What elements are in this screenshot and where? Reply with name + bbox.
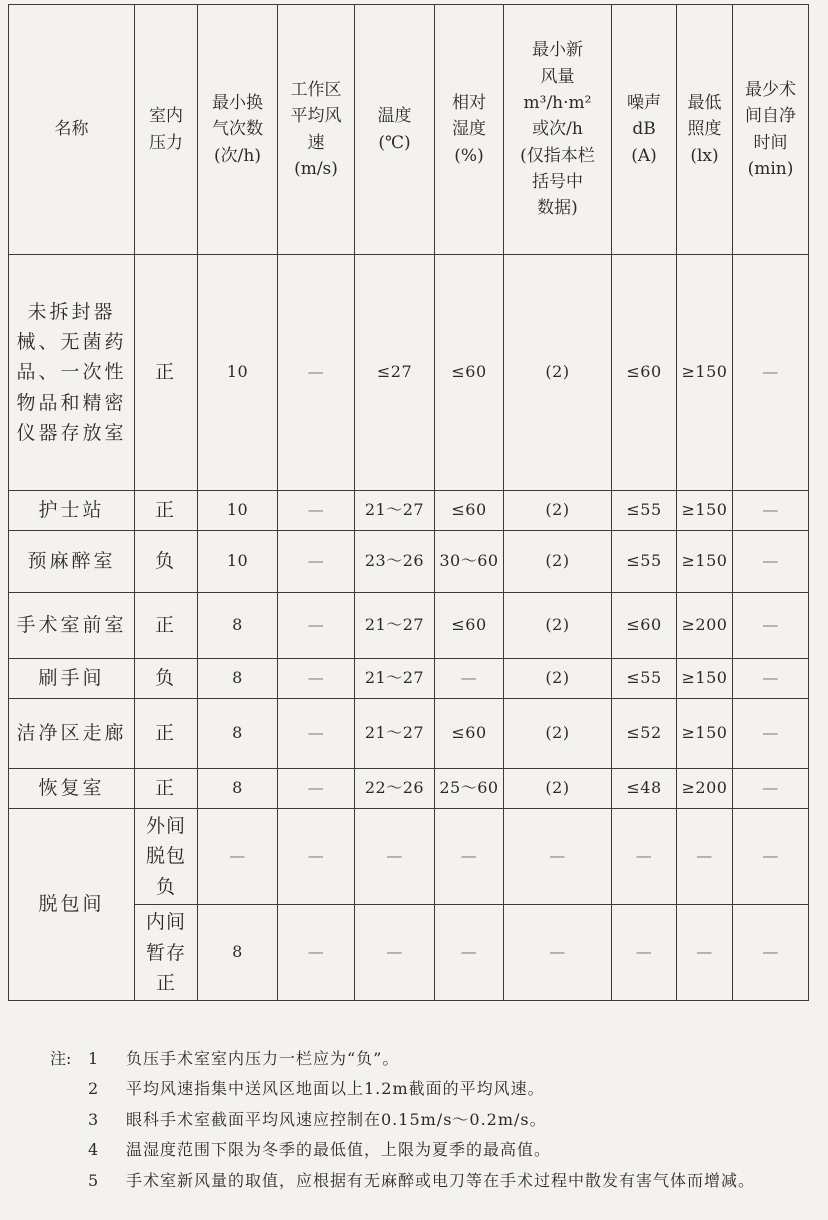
air-changes-cell: 8 xyxy=(198,905,278,1001)
note-number: 3 xyxy=(88,1109,99,1129)
note-item xyxy=(50,1044,820,1074)
noise-cell: ≤55 xyxy=(612,659,677,699)
air-changes-cell: 8 xyxy=(198,593,278,659)
column-header-line: (A) xyxy=(631,145,657,166)
note-label xyxy=(50,1166,88,1196)
pressure-cell: 正 xyxy=(135,491,198,531)
humidity-cell: — xyxy=(435,905,504,1001)
column-header-line: (m/s) xyxy=(294,158,338,179)
illuminance-cell: ≥150 xyxy=(677,531,733,593)
note-number: 4 xyxy=(88,1140,99,1160)
column-header-line: 最少术 xyxy=(745,79,796,100)
note-number: 2 xyxy=(88,1079,99,1099)
self-clean-cell: — xyxy=(733,593,809,659)
temperature-cell: 23～26 xyxy=(355,531,435,593)
self-clean-cell: — xyxy=(733,699,809,769)
table-row xyxy=(9,491,809,531)
self-clean-cell: — xyxy=(733,659,809,699)
humidity-cell: 30～60 xyxy=(435,531,504,593)
illuminance-cell: ≥150 xyxy=(677,699,733,769)
note-item xyxy=(50,1135,820,1165)
humidity-cell: ≤60 xyxy=(435,699,504,769)
pressure-cell: 外间脱包负 xyxy=(135,809,198,905)
column-header-temperature xyxy=(355,5,435,255)
column-header-line: 室内 xyxy=(149,106,183,127)
fresh-air-cell: (2) xyxy=(504,769,612,809)
room-name-cell: 护士站 xyxy=(9,491,135,531)
column-header-line: 最低 xyxy=(687,92,722,113)
column-header-line: (min) xyxy=(747,158,794,179)
pressure-cell: 负 xyxy=(135,531,198,593)
air-speed-cell: — xyxy=(278,593,355,659)
air-changes-cell: 10 xyxy=(198,491,278,531)
column-header-air-speed xyxy=(278,5,355,255)
note-text: 手术室新风量的取值，应根据有无麻醉或电刀等在手术过程中散发有害气体而增减。 xyxy=(126,1170,756,1190)
illuminance-cell: ≥200 xyxy=(677,769,733,809)
pressure-cell: 正 xyxy=(135,769,198,809)
column-header-line: m³/h·m² xyxy=(523,92,592,113)
column-header-line: (℃) xyxy=(378,132,411,153)
self-clean-cell: — xyxy=(733,769,809,809)
air-speed-cell: — xyxy=(278,491,355,531)
note-label xyxy=(50,1074,88,1104)
column-header-line: 或次/h xyxy=(532,119,583,140)
column-header-line: 照度 xyxy=(687,119,722,140)
column-header-line: 最小换 xyxy=(212,92,263,113)
illuminance-cell: — xyxy=(677,809,733,905)
note-item xyxy=(50,1166,820,1196)
pressure-cell: 正 xyxy=(135,699,198,769)
column-header-line: (lx) xyxy=(690,145,719,166)
humidity-cell: — xyxy=(435,659,504,699)
air-speed-cell: — xyxy=(278,659,355,699)
table-row xyxy=(9,593,809,659)
room-name-cell: 恢复室 xyxy=(9,769,135,809)
column-header-line: 压力 xyxy=(149,132,183,153)
humidity-cell: ≤60 xyxy=(435,255,504,491)
temperature-cell: — xyxy=(355,905,435,1001)
air-changes-cell: 8 xyxy=(198,659,278,699)
column-header-line: 平均风 xyxy=(290,106,342,127)
column-header-line: 速 xyxy=(307,132,325,153)
temperature-cell: — xyxy=(355,809,435,905)
noise-cell: — xyxy=(612,809,677,905)
self-clean-cell: — xyxy=(733,905,809,1001)
note-text: 平均风速指集中送风区地面以上1.2m截面的平均风速。 xyxy=(126,1079,545,1099)
table-row xyxy=(9,769,809,809)
noise-cell: ≤55 xyxy=(612,491,677,531)
note-number: 1 xyxy=(88,1049,99,1068)
column-header-line: (%) xyxy=(454,145,484,166)
column-header-self-clean xyxy=(733,5,809,255)
room-name-cell: 预麻醉室 xyxy=(9,531,135,593)
column-header-line: (仅指本栏 xyxy=(520,145,595,166)
column-header-line: 名称 xyxy=(54,119,89,140)
air-speed-cell: — xyxy=(278,905,355,1001)
column-header-line: 湿度 xyxy=(452,119,486,140)
column-header-line: 时间 xyxy=(753,132,788,153)
table-row-unpack-outer xyxy=(9,809,809,905)
fresh-air-cell: (2) xyxy=(504,531,612,593)
note-label xyxy=(50,1135,88,1165)
room-name-cell: 洁净区走廊 xyxy=(9,699,135,769)
cleanroom-parameter-table xyxy=(8,4,809,1001)
room-name-cell: 刷手间 xyxy=(9,659,135,699)
fresh-air-cell: (2) xyxy=(504,699,612,769)
column-header-line: 温度 xyxy=(377,106,412,127)
humidity-cell: ≤60 xyxy=(435,491,504,531)
fresh-air-cell: (2) xyxy=(504,659,612,699)
noise-cell: ≤60 xyxy=(612,255,677,491)
air-speed-cell: — xyxy=(278,809,355,905)
air-speed-cell: — xyxy=(278,699,355,769)
column-header-line: 相对 xyxy=(452,92,486,113)
column-header-air-changes xyxy=(198,5,278,255)
noise-cell: ≤48 xyxy=(612,769,677,809)
room-name-cell: 手术室前室 xyxy=(9,593,135,659)
note-text: 负压手术室室内压力一栏应为“负”。 xyxy=(126,1049,400,1068)
note-item xyxy=(50,1105,820,1135)
column-header-line: dB xyxy=(632,119,656,140)
note-text: 温湿度范围下限为冬季的最低值，上限为夏季的最高值。 xyxy=(126,1140,552,1160)
temperature-cell: 21～27 xyxy=(355,491,435,531)
temperature-cell: ≤27 xyxy=(355,255,435,491)
column-header-name xyxy=(9,5,135,255)
table-row xyxy=(9,255,809,491)
column-header-line: 气次数 xyxy=(212,119,263,140)
column-header-line: 间自净 xyxy=(745,106,796,127)
column-header-line: 风量 xyxy=(540,66,575,87)
column-header-line: 数据) xyxy=(537,198,578,219)
air-speed-cell: — xyxy=(278,531,355,593)
temperature-cell: 21～27 xyxy=(355,659,435,699)
air-speed-cell: — xyxy=(278,255,355,491)
fresh-air-cell: — xyxy=(504,905,612,1001)
column-header-line: 最小新 xyxy=(532,40,583,61)
note-label xyxy=(50,1105,88,1135)
air-changes-cell: 10 xyxy=(198,255,278,491)
table-row xyxy=(9,659,809,699)
column-header-line: 噪声 xyxy=(627,92,661,113)
note-text: 眼科手术室截面平均风速应控制在0.15m/s～0.2m/s。 xyxy=(126,1109,547,1129)
column-header-line: 括号中 xyxy=(532,172,583,193)
fresh-air-cell: (2) xyxy=(504,593,612,659)
note-number: 5 xyxy=(88,1170,99,1190)
self-clean-cell: — xyxy=(733,255,809,491)
humidity-cell: — xyxy=(435,809,504,905)
air-changes-cell: 8 xyxy=(198,699,278,769)
fresh-air-cell: (2) xyxy=(504,255,612,491)
table-notes xyxy=(50,1044,820,1196)
table-row xyxy=(9,699,809,769)
air-changes-cell: 8 xyxy=(198,769,278,809)
temperature-cell: 21～27 xyxy=(355,593,435,659)
column-header-fresh-air xyxy=(504,5,612,255)
self-clean-cell: — xyxy=(733,531,809,593)
fresh-air-cell: (2) xyxy=(504,491,612,531)
self-clean-cell: — xyxy=(733,809,809,905)
pressure-cell: 负 xyxy=(135,659,198,699)
illuminance-cell: ≥150 xyxy=(677,255,733,491)
illuminance-cell: ≥150 xyxy=(677,491,733,531)
table-row xyxy=(9,531,809,593)
illuminance-cell: ≥150 xyxy=(677,659,733,699)
column-header-pressure xyxy=(135,5,198,255)
room-name-cell: 未拆封器械、无菌药品、一次性物品和精密仪器存放室 xyxy=(9,255,135,491)
air-speed-cell: — xyxy=(278,769,355,809)
note-item xyxy=(50,1074,820,1104)
humidity-cell: ≤60 xyxy=(435,593,504,659)
room-name-cell: 脱包间 xyxy=(9,809,135,1001)
illuminance-cell: — xyxy=(677,905,733,1001)
table-header-row xyxy=(9,5,809,255)
humidity-cell: 25～60 xyxy=(435,769,504,809)
note-label: 注: xyxy=(50,1049,72,1068)
column-header-line: 工作区 xyxy=(290,79,342,100)
pressure-cell: 正 xyxy=(135,593,198,659)
air-changes-cell: 10 xyxy=(198,531,278,593)
column-header-illuminance xyxy=(677,5,733,255)
noise-cell: — xyxy=(612,905,677,1001)
noise-cell: ≤52 xyxy=(612,699,677,769)
temperature-cell: 22～26 xyxy=(355,769,435,809)
column-header-noise xyxy=(612,5,677,255)
illuminance-cell: ≥200 xyxy=(677,593,733,659)
self-clean-cell: — xyxy=(733,491,809,531)
noise-cell: ≤60 xyxy=(612,593,677,659)
noise-cell: ≤55 xyxy=(612,531,677,593)
air-changes-cell: — xyxy=(198,809,278,905)
column-header-humidity xyxy=(435,5,504,255)
temperature-cell: 21～27 xyxy=(355,699,435,769)
pressure-cell: 正 xyxy=(135,255,198,491)
pressure-cell: 内间暂存正 xyxy=(135,905,198,1001)
fresh-air-cell: — xyxy=(504,809,612,905)
column-header-line: (次/h) xyxy=(214,145,261,166)
